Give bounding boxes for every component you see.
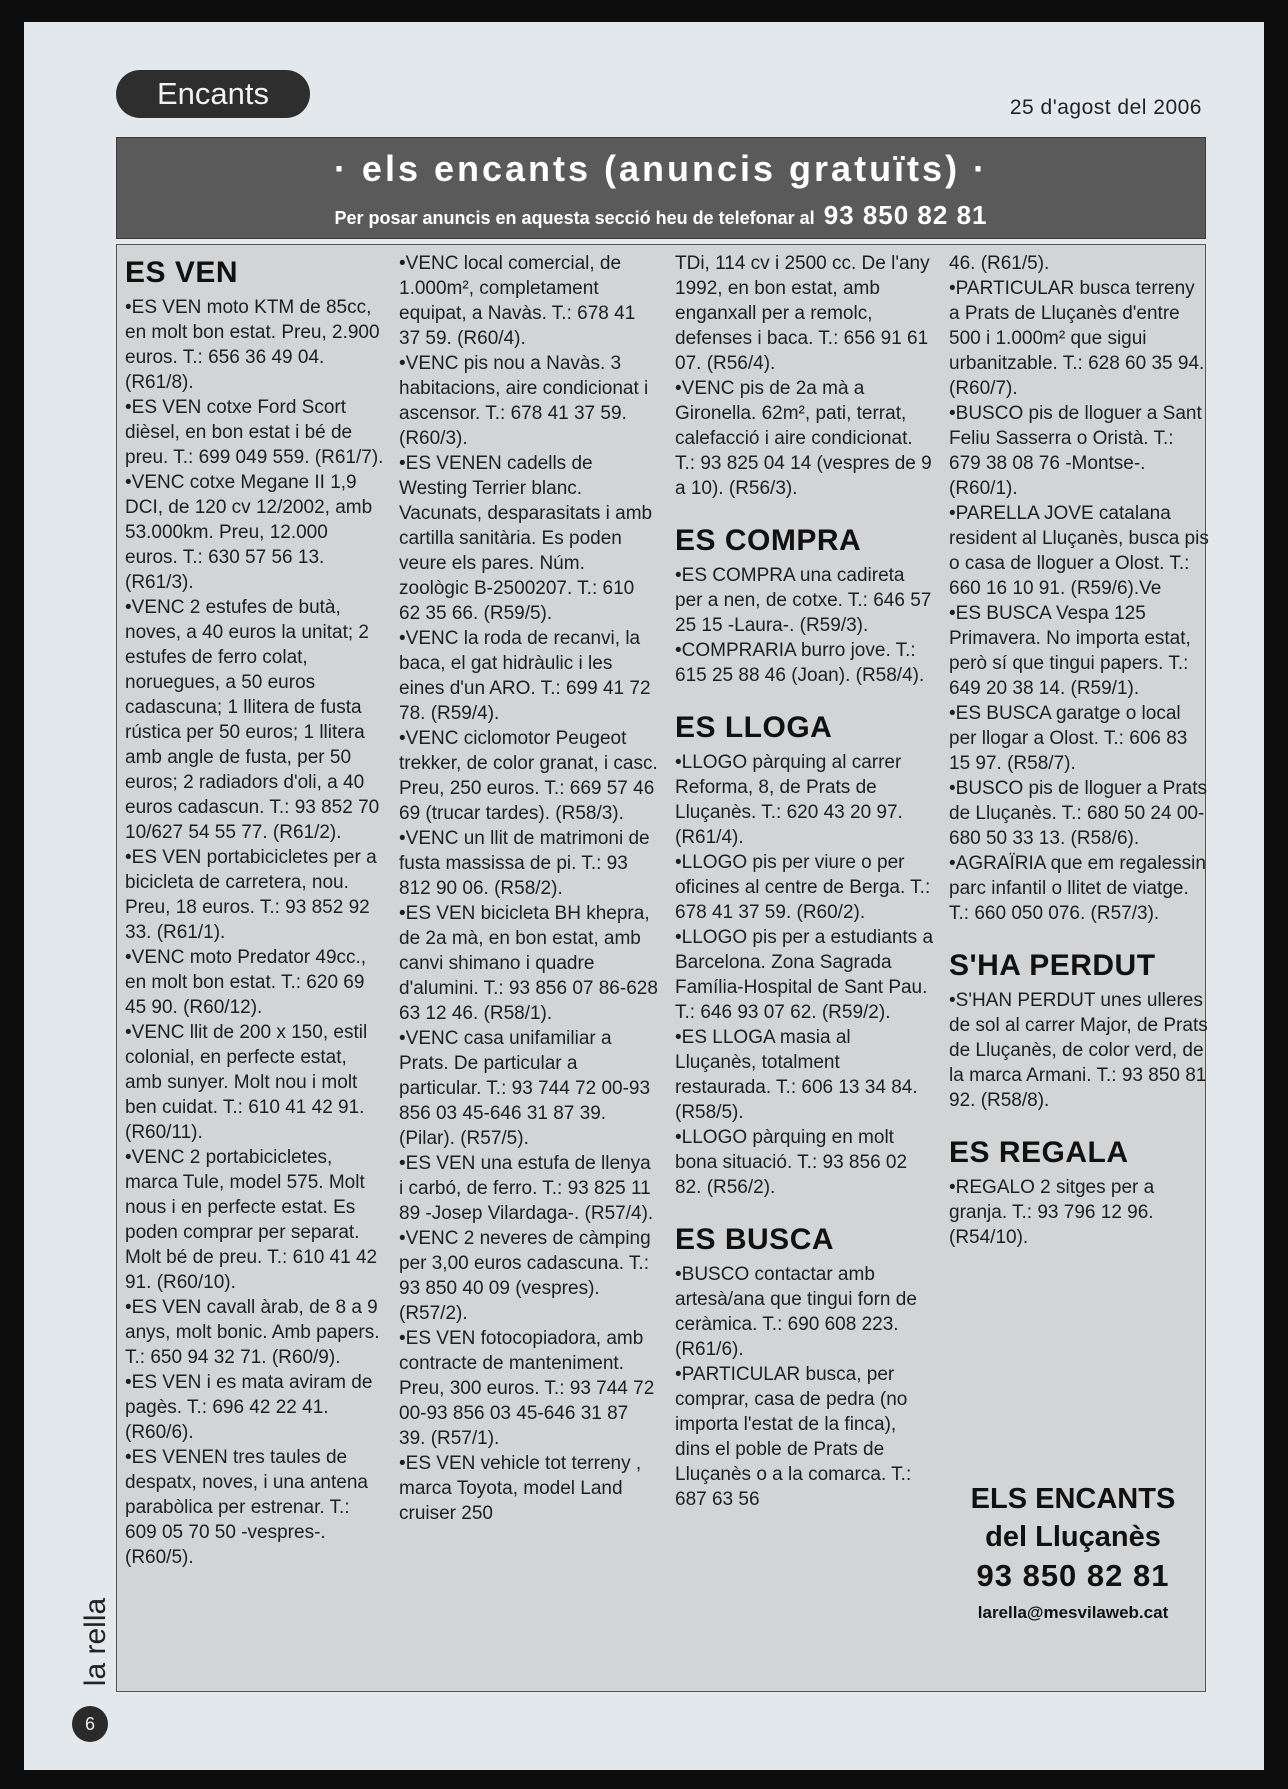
classified-ad: • BUSCO pis de lloguer a Sant Feliu Sasserra o Oristà. T.: 679 38 08 76 -Montse-. (R60/1). [949, 401, 1209, 501]
classified-ad: • PARTICULAR busca, per comprar, casa de pedra (no importa l'estat de la finca), dins el poble de Prats de Lluçanès o a la comarca. T.: 687 63 56 [675, 1362, 935, 1512]
classified-ad: • ES VEN una estufa de llenya i carbó, de ferro. T.: 93 825 11 89 -Josep Vilardaga-. (R57/4). [399, 1151, 659, 1226]
classified-ad: • PARELLA JOVE catalana resident al Lluçanès, busca pis o casa de lloguer a Olost. T.: 660 16 10 91. (R59/6).Ve [949, 501, 1209, 601]
classified-ad: • VENC 2 neveres de càmping per 3,00 euros cadascuna. T.: 93 850 40 09 (vespres). (R57/2). [399, 1226, 659, 1326]
classified-ad: • AGRAÏRIA que em regalessin parc infantil o llitet de viatge. T.: 660 050 076. (R57/3). [949, 851, 1209, 926]
promo-email: larella@mesvilaweb.cat [977, 1603, 1169, 1622]
classified-ad: • LLOGO pàrquing en molt bona situació. T.: 93 856 02 82. (R56/2). [675, 1125, 935, 1200]
classified-ad: • ES VEN vehicle tot terreny , marca Toyota, model Land cruiser 250 [399, 1451, 659, 1526]
promo-phone: 93 850 82 81 [976, 1558, 1170, 1593]
publication-logo [76, 1582, 116, 1702]
classified-ad: • ES VENEN tres taules de despatx, noves, i una antena parabòlica per estrenar. T.: 609 05 70 50 -vespres-. (R60/5). [125, 1445, 385, 1570]
classified-ad: • VENC 2 portabicicletes, marca Tule, model 575. Molt nous i en perfecte estat. Es poden comprar per separat. Molt bé de preu. T.: 610 41 42 91. (R60/10). [125, 1145, 385, 1295]
section-heading: S'HA PERDUT [949, 949, 1156, 982]
classified-ad: • PARTICULAR busca terreny a Prats de Lluçanès d'entre 500 i 1.000m² que sigui urbanitzable. T.: 628 60 35 94. (R60/7). [949, 276, 1209, 401]
classified-ad: • ES COMPRA una cadireta per a nen, de cotxe. T.: 646 57 25 15 -Laura-. (R59/3). [675, 563, 935, 638]
logo-text: la rella [79, 1597, 112, 1687]
classified-ad: • VENC cotxe Megane II 1,9 DCI, de 120 cv 12/2002, amb 53.000km. Preu, 12.000 euros. T.: 630 57 56 13. (R61/3). [125, 470, 385, 595]
classified-ad: • BUSCO pis de lloguer a Prats de Lluçanès. T.: 680 50 24 00-680 50 33 13. (R58/6). [949, 776, 1209, 851]
classified-ad: • BUSCO contactar amb artesà/ana que tingui forn de ceràmica. T.: 690 608 223. (R61/6). [675, 1262, 935, 1362]
section-label: Encants [116, 70, 310, 118]
classifieds-content [116, 244, 1209, 1692]
classified-ad: • VENC pis nou a Navàs. 3 habitacions, aire condicionat i ascensor. T.: 678 41 37 59. (R60/3). [399, 351, 659, 451]
classified-ad: • ES VEN fotocopiadora, amb contracte de manteniment. Preu, 300 euros. T.: 93 744 72 00-93 856 03 45-646 31 87 39. (R57/1). [399, 1326, 659, 1451]
classified-ad: • VENC llit de 200 x 150, estil colonial, en perfecte estat, amb sunyer. Molt nou i molt ben cuidat. T.: 610 41 42 91. (R60/11). [125, 1020, 385, 1145]
promo-title: ELS ENCANTS [970, 1483, 1176, 1515]
classified-ad: • LLOGO pis per viure o per oficines al centre de Berga. T.: 678 41 37 59. (R60/2). [675, 850, 935, 925]
classified-ad: • LLOGO pis per a estudiants a Barcelona. Zona Sagrada Família-Hospital de Sant Pau. T.: 646 93 07 62. (R59/2). [675, 925, 935, 1025]
promo-box [948, 1480, 1198, 1626]
page-number: 6 [72, 1706, 108, 1742]
classified-ad: • ES VEN i es mata aviram de pagès. T.: 696 42 22 41. (R60/6). [125, 1370, 385, 1445]
classified-ad: • ES BUSCA garatge o local per llogar a Olost. T.: 606 83 15 97. (R58/7). [949, 701, 1209, 776]
column-4 [949, 251, 1209, 1691]
banner-subtitle-text: Per posar anuncis en aquesta secció heu de telefonar al [334, 208, 815, 228]
classified-ad: • VENC moto Predator 49cc., en molt bon estat. T.: 620 69 45 90. (R60/12). [125, 945, 385, 1020]
classified-ad: • ES VEN cavall àrab, de 8 a 9 anys, molt bonic. Amb papers. T.: 650 94 32 71. (R60/9). [125, 1295, 385, 1370]
classified-ad: • VENC ciclomotor Peugeot trekker, de color granat, i casc. Preu, 250 euros. T.: 669 57 46 69 (trucar tardes). (R58/3). [399, 726, 659, 826]
banner-subtitle [117, 200, 1205, 231]
classified-ad: • VENC la roda de recanvi, la baca, el gat hidràulic i les eines d'un ARO. T.: 699 41 72 78. (R59/4). [399, 626, 659, 726]
classified-ad: • S'HAN PERDUT unes ulleres de sol al carrer Major, de Prats de Lluçanès, de color verd, de la marca Armani. T.: 93 850 81 92. (R58/8). [949, 988, 1209, 1113]
column-1 [125, 251, 385, 1691]
classified-ad: • VENC un llit de matrimoni de fusta massissa de pi. T.: 93 812 90 06. (R58/2). [399, 826, 659, 901]
issue-date: 25 d'agost del 2006 [1009, 96, 1202, 119]
classified-ad: • VENC 2 estufes de butà, noves, a 40 euros la unitat; 2 estufes de ferro colat, noruegues, a 50 euros cadascuna; 1 llitera de fusta rústica per 50 euros; 1 llitera amb angle de fusta, per 50 euros; 2 radiadors d'oli, a 40 euros cadascun. T.: 93 852 70 10/627 54 55 77. (R61/2). [125, 595, 385, 845]
classified-ad: • ES VENEN cadells de Westing Terrier blanc. Vacunats, desparasitats i amb cartilla sanitària. Es poden veure els pares. Núm. zoològic B-2500207. T.: 610 62 35 66. (R59/5). [399, 451, 659, 626]
classified-ad: 46. (R61/5). [949, 253, 1050, 274]
banner-phone: 93 850 82 81 [823, 200, 988, 230]
banner-title: · els encants (anuncis gratuïts) · [333, 148, 989, 189]
classified-ad: TDi, 114 cv i 2500 cc. De l'any 1992, en bon estat, amb enganxall per a remolc, defenses i baca. T.: 656 91 61 07. (R56/4). [675, 253, 930, 374]
section-heading: ES REGALA [949, 1136, 1129, 1169]
classified-ad: • ES BUSCA Vespa 125 Primavera. No importa estat, però sí que tingui papers. T.: 649 20 38 14. (R59/1). [949, 601, 1209, 701]
classified-ad: • ES VEN portabicicletes per a bicicleta de carretera, nou. Preu, 18 euros. T.: 93 852 92 33. (R61/1). [125, 845, 385, 945]
classified-ad: • ES VEN bicicleta BH khepra, de 2a mà, en bon estat, amb canvi shimano i quadre d'alumini. T.: 93 856 07 86-628 63 12 46. (R58/1). [399, 901, 659, 1026]
classified-ad: • ES VEN cotxe Ford Scort dièsel, en bon estat i bé de preu. T.: 699 049 559. (R61/7). [125, 395, 385, 470]
section-heading: ES BUSCA [675, 1223, 835, 1256]
promo-subtitle: del Lluçanès [985, 1521, 1161, 1553]
section-heading: ES VEN [125, 256, 239, 289]
classified-ad: • ES VEN moto KTM de 85cc, en molt bon estat. Preu, 2.900 euros. T.: 656 36 49 04. (R61/8). [125, 295, 385, 395]
column-2 [399, 251, 659, 1691]
section-heading: ES LLOGA [675, 711, 833, 744]
column-3 [675, 251, 935, 1691]
classified-ad: • VENC local comercial, de 1.000m², completament equipat, a Navàs. T.: 678 41 37 59. (R60/4). [399, 251, 659, 351]
classified-ad: • COMPRARIA burro jove. T.: 615 25 88 46 (Joan). (R58/4). [675, 638, 935, 688]
classified-ad: • VENC pis de 2a mà a Gironella. 62m², pati, terrat, calefacció i aire condicionat. T.: 93 825 04 14 (vespres de 9 a 10). (R56/3). [675, 376, 935, 501]
classified-ad: • VENC casa unifamiliar a Prats. De particular a particular. T.: 93 744 72 00-93 856 03 45-646 31 87 39. (Pilar). (R57/5). [399, 1026, 659, 1151]
classifieds-banner [116, 137, 1206, 239]
classified-ad: • ES LLOGA masia al Lluçanès, totalment restaurada. T.: 606 13 34 84. (R58/5). [675, 1025, 935, 1125]
section-heading: ES COMPRA [675, 524, 862, 557]
classified-ad: • LLOGO pàrquing al carrer Reforma, 8, de Prats de Lluçanès. T.: 620 43 20 97. (R61/4). [675, 750, 935, 850]
classified-ad: • REGALO 2 sitges per a granja. T.: 93 796 12 96. (R54/10). [949, 1175, 1209, 1250]
